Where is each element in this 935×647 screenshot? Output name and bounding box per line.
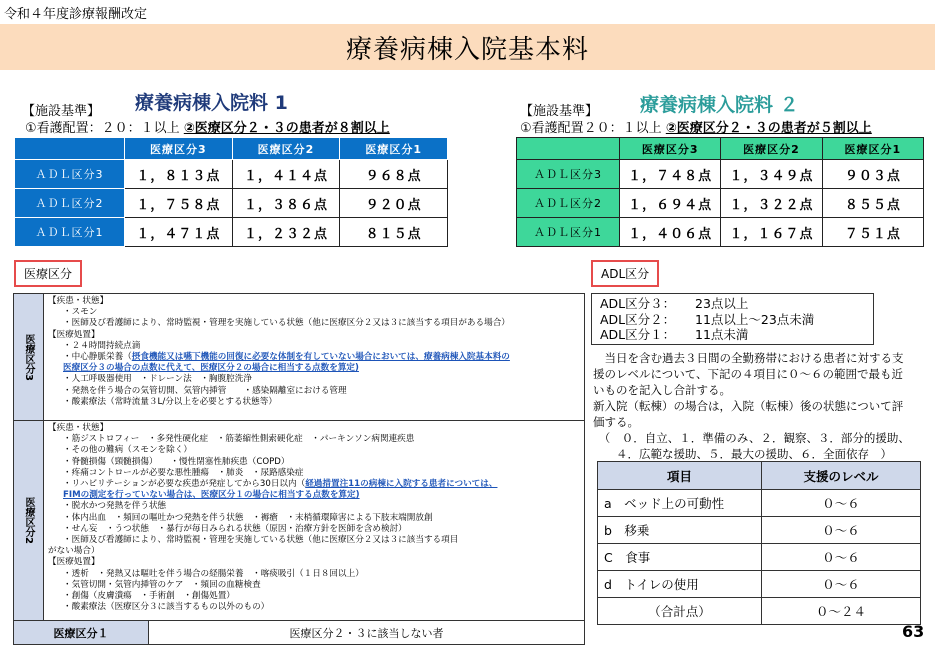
adl-level-value: 23点以上 <box>695 296 749 311</box>
desc-line: いものを記入し合計する。 <box>593 383 731 397</box>
criteria-line <box>48 386 584 397</box>
criteria-note: 経過措置注11の病棟に入院する患者については、 <box>305 479 498 490</box>
criteria-text: 【疾患・状態】 <box>48 423 109 433</box>
criteria-text: ・筋ジストロフィー ・多発性硬化症 ・筋萎縮性側索硬化症 ・パーキンソン病関連疾患 <box>63 434 415 445</box>
cell-value: ８１５点 <box>340 218 448 247</box>
table-row <box>598 571 921 598</box>
k1-text: 医療区分２・３に該当しない者 <box>289 626 444 640</box>
row-label: ＡＤＬ区分3 <box>15 160 125 189</box>
table-row <box>598 517 921 544</box>
criteria-text: ・せん妄 ・うつ状態 ・暴行が毎日みられる状態（原因・治療方針を医師を含め検討） <box>63 523 407 534</box>
criteria-text: ・脱水かつ発熱を伴う状態 <box>63 501 167 512</box>
k1-row <box>14 620 584 644</box>
cell-value: １，７５８点 <box>125 189 233 218</box>
ward1-tag: 【施設基準】 <box>22 104 101 119</box>
cell-value: １，３８６点 <box>232 189 340 218</box>
ward2-corner <box>517 138 620 160</box>
title-banner <box>0 24 935 70</box>
ward2-criteria-plain: ①看護配置２０：１以上 <box>520 121 666 136</box>
criteria-line <box>48 296 584 307</box>
ward1-name: 療養病棟入院料 1 <box>135 92 288 114</box>
criteria-note: 摂食機能又は嚥下機能の回復に必要な体制を有していない場合においては、療養病棟入院基本料の <box>131 352 510 363</box>
criteria-line <box>48 457 584 468</box>
table-row <box>598 544 921 571</box>
adl-item: d トイレの使用 <box>598 571 762 598</box>
row-label: ＡＤＬ区分3 <box>517 160 620 189</box>
criteria-line <box>48 434 584 445</box>
table-row <box>517 160 924 189</box>
criteria-note: FIMの測定を行っていない場合は、医療区分１の場合に相当する点数を算定) <box>63 490 360 501</box>
cell-value: １，７４８点 <box>620 160 721 189</box>
criteria-text: ・透析 ・発熱又は嘔吐を伴う場合の経腸栄養 ・喀痰吸引（１日８回以上） <box>63 568 364 579</box>
adl-description <box>593 350 929 462</box>
criteria-text: ・体内出血 ・頻回の嘔吐かつ発熱を伴う状態 ・褥瘡 ・末梢循環障害による下肢末端開放創 <box>63 512 433 523</box>
k3-content <box>44 294 584 421</box>
ward1-criteria <box>25 117 390 136</box>
ward2-tag: 【施設基準】 <box>520 104 599 119</box>
row-label: ＡＤＬ区分1 <box>15 218 125 247</box>
ward1-col: 医療区分3 <box>125 138 233 160</box>
ward1-col: 医療区分2 <box>232 138 340 160</box>
criteria-line <box>48 557 584 568</box>
criteria-line <box>48 423 584 434</box>
criteria-text: ・酸素療法（常時流量３L/分以上を必要とする状態等） <box>63 396 277 407</box>
criteria-text: ・気管切開・気管内挿管のケア ・頻回の血糖検査 <box>63 579 261 590</box>
ward1-header-row <box>15 138 448 160</box>
adl-level-key: ADL区分３： <box>600 296 676 311</box>
cell-value: ８５５点 <box>822 189 923 218</box>
criteria-text: ・医師及び看護師により、常時監視・管理を実施している状態（他に医療区分２又は３に該当する項目 <box>63 535 459 546</box>
ward2-name: 療養病棟入院料 ２ <box>640 94 799 116</box>
criteria-text: がない場合） <box>48 546 100 557</box>
adl-level-value: 11点以上～23点未満 <box>695 311 815 327</box>
ward2-col: 医療区分3 <box>620 138 721 160</box>
criteria-text: ・疼痛コントロールが必要な悪性腫瘍 ・肺炎 ・尿路感染症 <box>63 467 304 478</box>
criteria-text: 【医療処置】 <box>48 557 100 568</box>
adl-item: C 食事 <box>598 544 762 571</box>
adl-items-table <box>597 461 921 625</box>
criteria-text: ・２４時間持続点滴 <box>63 340 141 351</box>
criteria-text: ・脊髄損傷（頸髄損傷） ・慢性閉塞性肺疾患（COPD） <box>63 456 290 467</box>
criteria-line <box>48 341 584 352</box>
table-row <box>517 218 924 247</box>
adl-total-value: ０～２４ <box>762 598 921 625</box>
desc-line: 当日を含む過去３日間の全勤務帯における患者に対する支 <box>593 351 904 365</box>
table-row <box>15 160 448 189</box>
cell-value: １，２３２点 <box>232 218 340 247</box>
adl-level: ０～６ <box>762 517 921 544</box>
desc-line: 新入院（転棟）の場合は，入院（転棟）後の状態について評 <box>593 399 904 413</box>
criteria-line <box>48 363 584 374</box>
ward1-table <box>14 137 448 247</box>
k3-lines <box>48 296 584 408</box>
k3-side-text: 医療区分3 <box>23 333 34 381</box>
adl-category-label: ADL区分 <box>591 260 659 287</box>
table-row <box>598 490 921 517</box>
k1-label: 医療区分１ <box>14 621 149 644</box>
criteria-text: ・スモン <box>63 307 98 318</box>
criteria-text: 【疾患・状態】 <box>48 296 109 306</box>
criteria-text: ・医師及び看護師により、常時監視・管理を実施している状態（他に医療区分２又は３に該当する項目がある場合） <box>63 318 510 329</box>
row-label: ＡＤＬ区分2 <box>517 189 620 218</box>
criteria-line <box>48 535 584 546</box>
page-title: 療養病棟入院基本料 <box>345 34 589 65</box>
criteria-line <box>48 546 584 557</box>
criteria-note: 医療区分３の場合の点数に代えて、医療区分２の場合に相当する点数を算定) <box>63 363 359 374</box>
cell-value: １，４１４点 <box>232 160 340 189</box>
page-number: 63 <box>902 622 925 641</box>
criteria-line <box>48 580 584 591</box>
criteria-line <box>48 352 584 363</box>
ward2-col: 医療区分1 <box>822 138 923 160</box>
criteria-text: ・人工呼吸器使用 ・ドレーン法 ・胸腹腔洗浄 <box>63 374 252 385</box>
criteria-text: ・酸素療法（医療区分３に該当するもの以外のもの） <box>63 602 270 613</box>
cell-value: １，６９４点 <box>620 189 721 218</box>
criteria-line <box>48 330 584 341</box>
criteria-text: ・発熱を伴う場合の気管切開、気管内挿管 ・感染隔離室における管理 <box>63 385 347 396</box>
ward2-table <box>516 137 924 247</box>
criteria-line <box>48 479 584 490</box>
adl-level-row <box>600 327 873 343</box>
ward1-criteria-plain: ①看護配置：２０：１以上 <box>25 121 184 136</box>
adl-total-label: （合計点） <box>598 598 762 625</box>
criteria-line <box>48 468 584 479</box>
ward2-header-row <box>517 138 924 160</box>
criteria-text: ・中心静脈栄養（ <box>63 352 132 363</box>
row-label: ＡＤＬ区分2 <box>15 189 125 218</box>
desc-line: 価する。 <box>593 415 639 429</box>
adl-level: ０～６ <box>762 544 921 571</box>
ward1-col: 医療区分1 <box>340 138 448 160</box>
ward2-criteria-bold: ②医療区分２・３の患者が５割以上 <box>665 121 872 136</box>
cell-value: ９２０点 <box>340 189 448 218</box>
adl-level-key: ADL区分１： <box>600 327 676 342</box>
criteria-text: ・創傷（皮膚潰瘍 ・手術創 ・創傷処置） <box>63 591 235 602</box>
criteria-line <box>48 307 584 318</box>
cell-value: １，３４９点 <box>721 160 822 189</box>
cell-value: ９０３点 <box>822 160 923 189</box>
criteria-line <box>48 445 584 456</box>
criteria-text: ・その他の難病（スモンを除く） <box>63 445 192 456</box>
ward1-corner <box>15 138 125 160</box>
row-label: ＡＤＬ区分1 <box>517 218 620 247</box>
medical-category-box <box>13 293 585 645</box>
desc-line: （ ０．自立、１．準備のみ、２．観察、３．部分的援助、 <box>593 431 910 445</box>
criteria-line <box>48 591 584 602</box>
criteria-text: 【医療処置】 <box>48 329 100 340</box>
criteria-text: ・リハビリテーションが必要な疾患が発症してから30日以内（ <box>63 479 306 490</box>
adl-levels-box <box>591 293 874 345</box>
k2-lines <box>48 423 584 613</box>
cell-value: １，１６７点 <box>721 218 822 247</box>
criteria-line <box>48 501 584 512</box>
criteria-line <box>48 490 584 501</box>
k2-side-text: 医療区分2 <box>23 497 34 544</box>
adl-level-key: ADL区分２： <box>600 311 676 327</box>
table-row <box>15 189 448 218</box>
revision-label: 令和４年度診療報酬改定 <box>4 7 148 22</box>
adl-item: b 移乗 <box>598 517 762 544</box>
k3-side-label <box>14 294 44 421</box>
adl-level-value: 11点未満 <box>695 327 749 342</box>
ward2-criteria <box>520 117 872 136</box>
cell-value: １，４０６点 <box>620 218 721 247</box>
criteria-line <box>48 602 584 613</box>
table-row <box>15 218 448 247</box>
cell-value: ９６８点 <box>340 160 448 189</box>
criteria-line <box>48 513 584 524</box>
adl-level-row <box>600 312 873 328</box>
adl-header-item: 項目 <box>598 462 762 490</box>
adl-level: ０～６ <box>762 490 921 517</box>
criteria-line <box>48 569 584 580</box>
adl-item: a ベッド上の可動性 <box>598 490 762 517</box>
adl-header-level: 支援のレベル <box>762 462 921 490</box>
cell-value: ７５１点 <box>822 218 923 247</box>
adl-level: ０～６ <box>762 571 921 598</box>
k2-side-label <box>14 421 44 620</box>
cell-value: １，３２２点 <box>721 189 822 218</box>
adl-header-row <box>598 462 921 490</box>
table-row <box>517 189 924 218</box>
criteria-line <box>48 374 584 385</box>
cell-value: １，４７１点 <box>125 218 233 247</box>
criteria-line <box>48 524 584 535</box>
cell-value: １，８１３点 <box>125 160 233 189</box>
criteria-line <box>48 397 584 408</box>
ward2-col: 医療区分2 <box>721 138 822 160</box>
criteria-line <box>48 318 584 329</box>
desc-line: ４．広範な援助、５．最大の援助、６．全面依存 ） <box>593 447 892 461</box>
adl-level-row <box>600 296 873 312</box>
ward1-criteria-bold: ②医療区分２・３の患者が８割以上 <box>183 121 390 136</box>
medical-category-label: 医療区分 <box>14 260 82 287</box>
adl-total-row <box>598 598 921 625</box>
desc-line: 援のレベルについて、下記の４項目に０～６の範囲で最も近 <box>593 367 904 381</box>
k2-content <box>44 421 584 620</box>
